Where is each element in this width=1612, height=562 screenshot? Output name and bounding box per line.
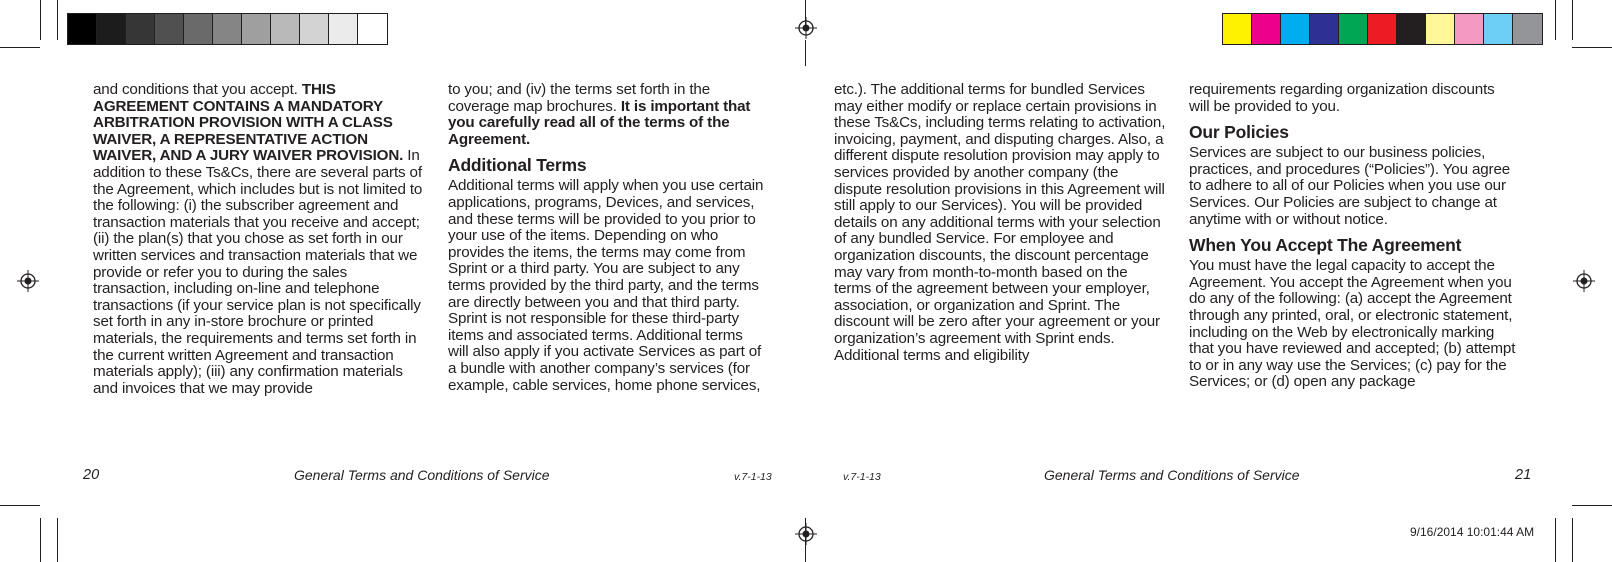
color-swatch [155,14,184,44]
version-label-right: v.7-1-13 [843,471,881,483]
paragraph: You must have the legal capacity to accept the Agreement. You accept the Agreement when you do any of the following: (a) accept the Agreement through any printed, oral, or electronic statement, including on the Web by electronically marking that you have reviewed and accepted; (b) attempt to or in any way use the Services; (c) pay for the Services; or (d) open any package [1189,257,1516,391]
version-label-left: v.7-1-13 [734,471,772,483]
page-number-right: 21 [1515,467,1532,483]
grayscale-color-bar [67,13,388,45]
color-swatch [1455,14,1484,44]
process-color-bar [1222,13,1543,45]
color-swatch [213,14,242,44]
color-swatch [242,14,271,44]
right-page-column-2 [1189,82,1519,391]
crop-mark [40,0,41,40]
left-page-column-1 [93,82,423,397]
color-swatch [184,14,213,44]
color-swatch [1252,14,1281,44]
crop-mark [1555,518,1556,562]
section-heading-our-policies: Our Policies [1189,122,1289,143]
crop-mark [57,518,58,562]
color-swatch [1310,14,1339,44]
text-run: to you; and (iv) the terms set forth in the coverage map brochures. [448,81,710,115]
color-swatch [1397,14,1426,44]
paragraph: etc.). The additional terms for bundled Services may either modify or replace certain provisions in these Ts&Cs, including terms relating to activation, invoicing, payment, and disputing charges. Also, a different dispute resolution provision may apply to services provided by another company (the dispute resolution provisions in this Agreement will still apply to our Services). You will be provided details on any additional terms with your selection of any bundled Service. For employee and organization discounts, the discount percentage may vary from month-to-month based on the terms of the agreement between your employer, association, or organization and Sprint. The discount will be zero after your agreement or your organization’s agreement with Sprint ends. Additional terms and eligibility [834,81,1166,364]
crop-mark [0,505,40,506]
color-swatch [68,14,97,44]
text-run: In addition to these Ts&Cs, there are several parts of the Agreement, which includes but is not limited to the following: (i) the subscriber agreement and transaction materials that you receive and accept; (ii) the plan(s) that you chose as set forth in our written services and transaction materials that we provide or refer you to during the sales transaction, including on-line and telephone transactions (if your service plan is not specifically set forth in any in-store brochure or printed materials, the requirements and terms set forth in the current written Agreement and transaction materials apply); (iii) any confirmation materials and invoices that we may provide [93,147,423,397]
arbitration-notice: THIS AGREEMENT CONTAINS A MANDATORY ARBITRATION PROVISION WITH A CLASS WAIVER, A REPRESENTATIVE ACTION WAIVER, AND A JURY WAIVER PROVISION. [93,81,404,165]
crop-mark [40,518,41,562]
footer-title-right: General Terms and Conditions of Service [1044,467,1300,483]
registration-mark-icon [1573,270,1595,292]
crop-mark [1572,47,1612,48]
crop-mark [1572,505,1612,506]
crop-mark [0,47,40,48]
color-swatch [1281,14,1310,44]
section-heading-accept-agreement: When You Accept The Agreement [1189,235,1462,256]
color-swatch [358,14,387,44]
color-swatch [271,14,300,44]
section-heading-additional-terms: Additional Terms [448,155,587,176]
paragraph: Additional terms will apply when you use certain applications, programs, Devices, and services, and these terms will be provided to you prior to your use of the items. Depending on who provides the items, the terms may come from Sprint or a third party. You are subject to any terms provided by the third party, and the terms are directly between you and that third party. Sprint is not responsible for these third-party items and associated terms. Additional terms will also apply if you activate Services as part of a bundle with another company’s services (for example, cable services, home phone services, [448,177,764,394]
color-swatch [329,14,358,44]
crop-mark [57,0,58,40]
footer-title-left: General Terms and Conditions of Service [294,467,550,483]
paragraph [93,82,423,397]
crop-mark [1572,518,1573,562]
registration-mark-icon [795,523,817,545]
print-timestamp: 9/16/2014 10:01:44 AM [1410,525,1535,539]
text-run: and conditions that you accept. [93,81,302,98]
right-page-column-1 [834,82,1166,364]
crop-mark [1572,0,1573,40]
paragraph: Services are subject to our business policies, practices, and procedures (“Policies”). You agree to adhere to all of our Policies when you use our Services. Our Policies are subject to change at anytime with or without notice. [1189,144,1511,228]
registration-mark-icon [795,17,817,39]
crop-mark [1555,0,1556,40]
center-line [805,40,806,66]
color-swatch [1339,14,1368,44]
color-swatch [1426,14,1455,44]
color-swatch [1223,14,1252,44]
paragraph: requirements regarding organization discounts will be provided to you. [1189,81,1495,115]
important-notice: It is important that you carefully read all of the terms of the Agreement. [448,97,751,148]
left-page-column-2 [448,82,766,394]
color-swatch [1513,14,1542,44]
color-swatch [97,14,126,44]
color-swatch [1368,14,1397,44]
paragraph [448,82,766,148]
page-number-left: 20 [83,467,100,483]
color-swatch [300,14,329,44]
color-swatch [1484,14,1513,44]
color-swatch [126,14,155,44]
registration-mark-icon [17,270,39,292]
